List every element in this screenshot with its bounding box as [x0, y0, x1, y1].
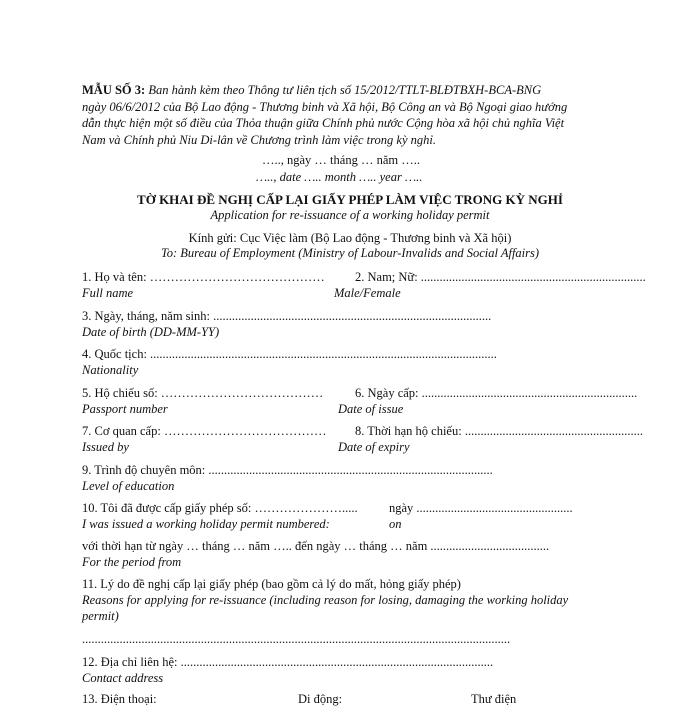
field-gender-en: Male/Female	[334, 286, 401, 300]
field-permit-number[interactable]: 10. Tôi đã được cấp giấy phép số: ………………….....	[82, 501, 358, 515]
field-date-of-issue-en: Date of issue	[338, 402, 404, 416]
form-number: MẪU SỐ 3:	[82, 83, 146, 97]
field-reasons-input[interactable]: .........................................................................................................................................	[82, 632, 511, 646]
field-issued-by[interactable]: 7. Cơ quan cấp: …………………………………	[82, 424, 327, 438]
field-contact-address-en: Contact address	[82, 671, 164, 685]
field-contact-address[interactable]: 12. Địa chỉ liên hệ: ....................................................................................................	[82, 655, 494, 669]
field-mobile[interactable]: Di động:	[298, 692, 343, 706]
field-passport-expiry[interactable]: 8. Thời hạn hộ chiếu: .........................................................	[355, 424, 643, 438]
field-permit-period-en: For the period from	[82, 555, 182, 569]
header-line-1	[82, 83, 541, 98]
field-reasons-label: 11. Lý do đề nghị cấp lại giấy phép (bao gồm cả lý do mất, hỏng giấy phép)	[82, 577, 461, 591]
field-permit-period[interactable]: với thời hạn từ ngày … tháng … năm ….. đến ngày … tháng … năm ......................................	[82, 539, 550, 553]
header-line-1-text: Ban hành kèm theo Thông tư liên tịch số 15/2012/TTLT-BLĐTBXH-BCA-BNG	[148, 83, 542, 97]
field-passport-number-en: Passport number	[82, 402, 168, 416]
header-line-3: dẫn thực hiện một số điều của Thỏa thuận giữa Chính phủ nước Cộng hòa xã hội chủ nghĩa Việt	[82, 116, 565, 130]
field-permit-date-en: on	[389, 517, 402, 531]
field-nationality-en: Nationality	[82, 363, 139, 377]
field-date-of-issue[interactable]: 6. Ngày cấp: .....................................................................	[355, 386, 638, 400]
field-education-level-en: Level of education	[82, 479, 175, 493]
field-date-of-birth[interactable]: 3. Ngày, tháng, năm sinh: .........................................................................................	[82, 309, 492, 323]
title-en: Application for re-issuance of a working holiday permit	[210, 208, 490, 222]
field-reasons-en-2: permit)	[82, 609, 119, 623]
field-nationality[interactable]: 4. Quốc tịch: ...............................................................................................................	[82, 347, 497, 361]
date-line-vi: ….., ngày … tháng … năm …..	[262, 153, 420, 167]
field-passport-expiry-en: Date of expiry	[338, 440, 410, 454]
field-reasons-en-1: Reasons for applying for re-issuance (including reason for losing, damaging the working holiday	[82, 593, 569, 607]
field-full-name-en: Full name	[82, 286, 134, 300]
field-email[interactable]: Thư điện	[471, 692, 517, 706]
field-education-level[interactable]: 9. Trình độ chuyên môn: ...........................................................................................	[82, 463, 493, 477]
field-permit-date[interactable]: ngày ..................................................	[389, 501, 573, 515]
field-gender[interactable]: 2. Nam; Nữ: ........................................................................	[355, 270, 646, 284]
title-vi: TỜ KHAI ĐỀ NGHỊ CẤP LẠI GIẤY PHÉP LÀM VIỆC TRONG KỲ NGHỈ	[137, 192, 563, 207]
field-passport-number[interactable]: 5. Hộ chiếu số: …………………………………	[82, 386, 324, 400]
header-line-4: Nam và Chính phủ Niu Di-lân về Chương trình làm việc trong kỳ nghỉ.	[82, 133, 436, 147]
field-date-of-birth-en: Date of birth (DD-MM-YY)	[82, 325, 220, 339]
field-full-name[interactable]: 1. Họ và tên: ……………………………………	[82, 270, 325, 284]
field-issued-by-en: Issued by	[82, 440, 129, 454]
field-permit-number-en: I was issued a working holiday permit numbered:	[82, 517, 330, 531]
to-en: To: Bureau of Employment (Ministry of Labour-Invalids and Social Affairs)	[160, 246, 540, 260]
header-line-2: ngày 06/6/2012 của Bộ Lao động - Thương binh và Xã hội, Bộ Công an và Bộ Ngoại giao hướng	[82, 100, 568, 114]
date-line-en: ….., date ….. month ….. year …..	[256, 170, 423, 184]
field-phone[interactable]: 13. Điện thoại:	[82, 692, 157, 706]
to-vi: Kính gửi: Cục Việc làm (Bộ Lao động - Thương binh và Xã hội)	[188, 231, 512, 245]
